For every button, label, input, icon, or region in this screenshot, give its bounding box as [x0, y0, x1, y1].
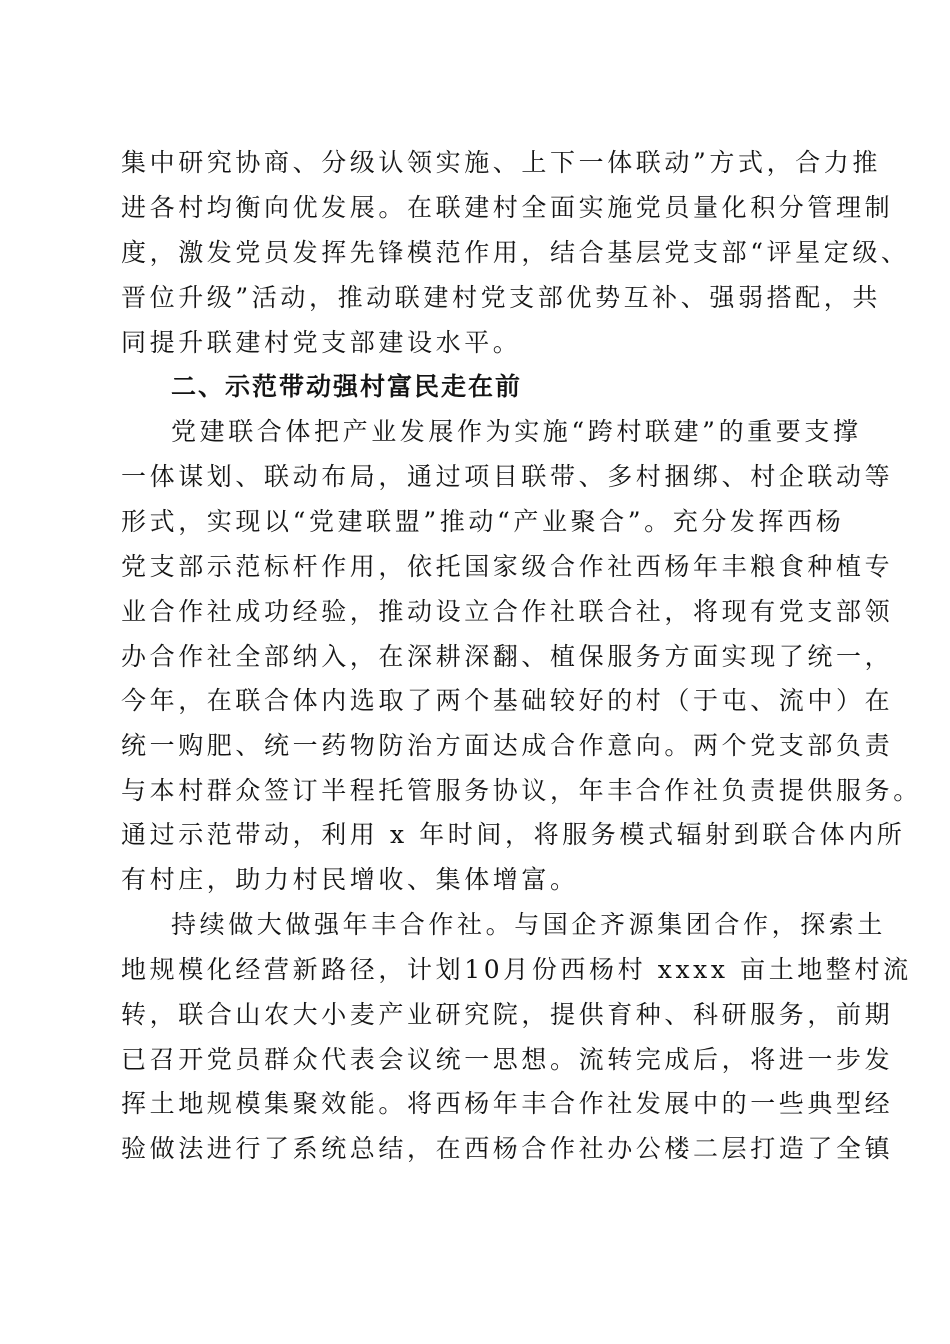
text-line: 一体谋划、联动布局，通过项目联带、多村捆绑、村企联动等: [121, 462, 894, 491]
text-line: 党建联合体把产业发展作为实施“跨村联建”的重要支撑: [171, 417, 862, 446]
text-line: 度，激发党员发挥先锋模范作用，结合基层党支部“评星定级、: [121, 238, 910, 267]
text-line: 与本村群众签订半程托管服务协议，年丰合作社负责提供服务。: [121, 776, 922, 805]
text-line: 今年，在联合体内选取了两个基础较好的村（于屯、流中）在: [121, 686, 894, 715]
text-line: 进各村均衡向优发展。在联建村全面实施党员量化积分管理制: [121, 193, 894, 222]
text-line: 持续做大做强年丰合作社。与国企齐源集团合作，探索土: [171, 910, 887, 939]
text-line: 验做法进行了系统总结，在西杨合作社办公楼二层打造了全镇: [121, 1134, 894, 1163]
text-line: 有村庄，助力村民增收、集体增富。: [121, 865, 579, 894]
text-line: 集中研究协商、分级认领实施、上下一体联动”方式，合力推: [121, 148, 881, 177]
text-line: 统一购肥、统一药物防治方面达成合作意向。两个党支部负责: [121, 731, 894, 760]
text-line: 转，联合山农大小麦产业研究院，提供育种、科研服务，前期: [121, 1000, 894, 1029]
text-line: 地规模化经营新路径，计划10月份西杨村 xxxx 亩土地整村流: [121, 955, 912, 984]
text-line: 形式，实现以“党建联盟”推动“产业聚合”。充分发挥西杨: [121, 507, 845, 536]
text-line: 晋位升级”活动，推动联建村党支部优势互补、强弱搭配，共: [121, 283, 881, 312]
text-line: 党支部示范标杆作用，依托国家级合作社西杨年丰粮食种植专: [121, 552, 894, 581]
text-line: 业合作社成功经验，推动设立合作社联合社，将现有党支部领: [121, 597, 894, 626]
text-line: 已召开党员群众代表会议统一思想。流转完成后，将进一步发: [121, 1045, 894, 1074]
section-heading: 二、示范带动强村富民走在前: [171, 372, 523, 401]
text-line: 办合作社全部纳入，在深耕深翻、植保服务方面实现了统一，: [121, 642, 894, 671]
text-line: 同提升联建村党支部建设水平。: [121, 328, 522, 357]
text-line: 挥土地规模集聚效能。将西杨年丰合作社发展中的一些典型经: [121, 1089, 894, 1118]
text-line: 通过示范带动，利用 x 年时间，将服务模式辐射到联合体内所: [121, 820, 906, 849]
